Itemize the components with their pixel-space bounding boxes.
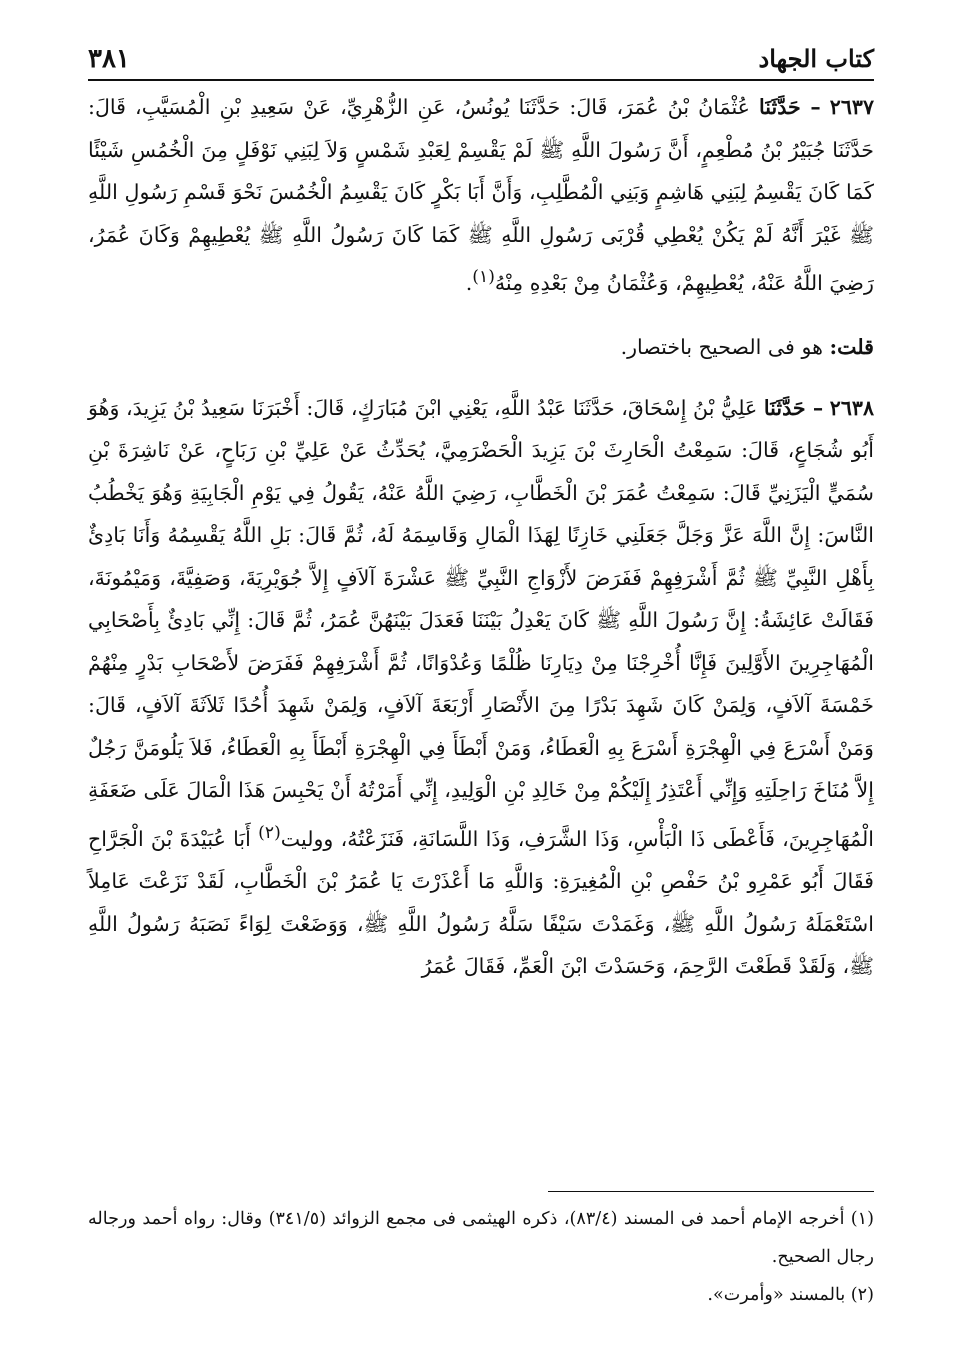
hadith-text: عُثْمَانُ بْنُ عُمَرَ، قَالَ: حَدَّثَنَا يُونُسُ، عَنِ الزُّهْرِيِّ، عَنْ سَعِيدِ بْنِ الْمُسَيَّبِ، قَالَ: حَدَّثَنَا جُبَيْرُ بْنُ مُطْعِمٍ، أَنَّ رَسُولَ اللَّهِ ﷺ لَمْ يَقْسِمْ لِعَبْدِ شَمْسٍ وَلاَ لِبَنِي نَوْفَلٍ مِنَ الْخُمُسِ شَيْئًا كَمَا كَانَ يَقْسِمُ لِبَنِي هَاشِمٍ وَبَنِي الْمُطَّلِبِ، وَأَنَّ أَبَا بَكْرٍ كَانَ يَقْسِمُ الْخُمُسَ نَحْوَ قَسْمِ رَسُولِ اللَّهِ ﷺ غَيْرَ أَنَّهُ لَمْ يَكُنْ يُعْطِي قُرْبَى رَسُولِ اللَّهِ ﷺ كَمَا كَانَ رَسُولُ اللَّهِ ﷺ يُعْطِيهِمْ وَكَانَ عُمَرُ، رَضِيَ اللَّهُ عَنْهُ، يُعْطِيهِمْ، وَعُثْمَانُ مِنْ بَعْدِهِ مِنْهُ	[88, 95, 874, 295]
hadith-number: ٢٦٣٧	[829, 95, 875, 119]
hadith-text-part2: أَبَا عُبَيْدَةَ بْنَ الْجَرَّاحِ فَقَالَ أَبُو عَمْرِو بْنُ حَفْصِ بْنِ الْمُغِيرَةِ: وَاللَّهِ مَا أَعْذَرْتَ يَا عُمَرُ بْنَ الْخَطَّابِ، لَقَدْ نَزَعْتَ عَامِلاً اسْتَعْمَلَهُ رَسُولُ اللَّهِ ﷺ، وَغَمَدْتَ سَيْفًا سَلَّهُ رَسُولُ اللَّهِ ﷺ، وَوَضَعْتَ لِوَاءً نَصَبَهُ رَسُولُ اللَّهِ ﷺ، وَلَقَدْ قَطَعْتَ الرَّحِمَ، وَحَسَدْتَ ابْنَ الْعَمِّ، فَقَالَ عُمَرُ	[88, 826, 874, 979]
header-rule	[88, 79, 874, 81]
footnote-2: (٢) بالمسند «وأمرت».	[707, 1285, 874, 1305]
book-title: كتاب الجهاد	[758, 44, 874, 73]
hadith-number: ٢٦٣٨	[829, 395, 875, 420]
hadith-dash: –	[805, 395, 824, 420]
author-note-label: قلت:	[829, 335, 874, 360]
footnotes	[88, 1200, 874, 1314]
footnote-ref-1: (١)	[472, 267, 495, 287]
page-header	[88, 30, 874, 76]
hadith-opening: حَدَّثَنَا	[763, 395, 806, 420]
hadith-dash: –	[800, 95, 821, 119]
footnote-ref-2: (٢)	[258, 822, 281, 843]
hadith-opening: حَدَّثَنَا	[759, 95, 801, 119]
page-number: ٣٨١	[88, 44, 130, 74]
hadith-2638	[88, 387, 874, 988]
footnote-rule	[548, 1191, 874, 1192]
footnote-1: (١) أخرجه الإمام أحمد فى المسند (٨٣/٤)، ذكره الهيثمى فى مجمع الزوائد (٣٤١/٥) وقال: رواه أحمد ورجاله رجال الصحيح.	[88, 1209, 874, 1267]
author-note	[88, 326, 874, 369]
hadith-2637: ٢٦٣٧ – حَدَّثَنَا عُثْمَانُ بْنُ عُمَرَ، قَالَ: حَدَّثَنَا يُونُسُ، عَنِ الزُّهْرِيِّ، عَنْ سَعِيدِ بْنِ الْمُسَيَّبِ، قَالَ: حَدَّثَنَا جُبَيْرُ بْنُ مُطْعِمٍ، أَنَّ رَسُولَ اللَّهِ ﷺ لَمْ يَقْسِمْ لِعَبْدِ شَمْسٍ وَلاَ لِبَنِي نَوْفَلٍ مِنَ الْخُمُسِ شَيْئًا كَمَا كَانَ يَقْسِمُ لِبَنِي هَاشِمٍ وَبَنِي الْمُطَّلِبِ، وَأَنَّ أَبَا بَكْرٍ كَانَ يَقْسِمُ الْخُمُسَ نَحْوَ قَسْمِ رَسُولِ اللَّهِ ﷺ غَيْرَ أَنَّهُ لَمْ يَكُنْ يُعْطِي قُرْبَى رَسُولِ اللَّهِ ﷺ كَمَا كَانَ رَسُولُ اللَّهِ ﷺ يُعْطِيهِمْ وَكَانَ عُمَرُ، رَضِيَ اللَّهُ عَنْهُ، يُعْطِيهِمْ، وَعُثْمَانُ مِنْ بَعْدِهِ مِنْهُ$^{(١)}$.	[88, 95, 875, 295]
author-note-text: هو فى الصحيح باختصار.	[620, 335, 823, 360]
main-text	[88, 86, 874, 988]
hadith-text-part1: عَلِيُّ بْنُ إِسْحَاقَ، حَدَّثَنَا عَبْدُ اللَّهِ، يَعْنِي ابْنَ مُبَارَكٍ، قَالَ: أَخْبَرَنَا سَعِيدُ بْنُ يَزِيدَ، وَهُوَ أَبُو شُجَاعٍ، قَالَ: سَمِعْتُ الْحَارِثَ بْنَ يَزِيدَ الْحَضْرَمِيَّ، يُحَدِّثُ عَنْ عَلِيِّ بْنِ رَبَاحٍ، عَنْ نَاشِرَةَ بْنِ سُمَيٍّ الْيَزَنِيِّ قَالَ: سَمِعْتُ عُمَرَ بْنَ الْخَطَّابِ، رَضِيَ اللَّهُ عَنْهُ، يَقُولُ فِي يَوْمِ الْجَابِيَةِ وَهُوَ يَخْطُبُ النَّاسَ: إِنَّ اللَّهَ عَزَّ وَجَلَّ جَعَلَنِي خَازِنًا لِهَذَا الْمَالِ وَقَاسِمَهُ لَهُ، ثُمَّ قَالَ: بَلِ اللَّهُ يَقْسِمُهُ وَأَنَا بَادِئٌ بِأَهْلِ النَّبِيِّ ﷺ ثُمَّ أَشْرَفِهِمْ فَفَرَضَ لأَزْوَاجِ النَّبِيِّ ﷺ عَشْرَةَ آلاَفٍ إِلاَّ جُوَيْرِيَةَ، وَصَفِيَّةَ، وَمَيْمُونَةَ، فَقَالَتْ عَائِشَةُ: إِنَّ رَسُولَ اللَّهِ ﷺ كَانَ يَعْدِلُ بَيْنَنَا فَعَدَلَ بَيْنَهُنَّ عُمَرُ، ثُمَّ قَالَ: إِنِّي بَادِئٌ بِأَصْحَابِي الْمُهَاجِرِينَ الأَوَّلِينَ فَإِنَّا أُخْرِجْنَا مِنْ دِيَارِنَا ظُلْمًا وَعُدْوَانًا، ثُمَّ أَشْرَفِهِمْ فَفَرَضَ لأَصْحَابِ بَدْرٍ مِنْهُمْ خَمْسَةَ آلاَفٍ، وَلِمَنْ كَانَ شَهِدَ بَدْرًا مِنَ الأَنْصَارِ أَرْبَعَةَ آلاَفٍ، وَلِمَنْ شَهِدَ أُحُدًا ثَلاَثَةَ آلاَفٍ، قَالَ: وَمَنْ أَسْرَعَ فِي الْهِجْرَةِ أَسْرَعَ بِهِ الْعَطَاءُ، وَمَنْ أَبْطَأَ فِي الْهِجْرَةِ أَبْطَأَ بِهِ الْعَطَاءُ، فَلاَ يَلُومَنَّ رَجُلٌ إِلاَّ مُنَاخَ رَاحِلَتِهِ وَإِنِّي أَعْتَذِرُ إِلَيْكُمْ مِنْ خَالِدِ بْنِ الْوَلِيدِ، إِنِّي أَمَرْتُهُ أَنْ يَحْبِسَ هَذَا الْمَالَ عَلَى ضَعَفَةِ الْمُهَاجِرِينَ، فَأَعْطَى ذَا الْبَأْسِ، وَذَا الشَّرَفِ، وَذَا اللَّسَانَةِ، فَنَزَعْتُهُ، ووليت	[88, 395, 875, 851]
